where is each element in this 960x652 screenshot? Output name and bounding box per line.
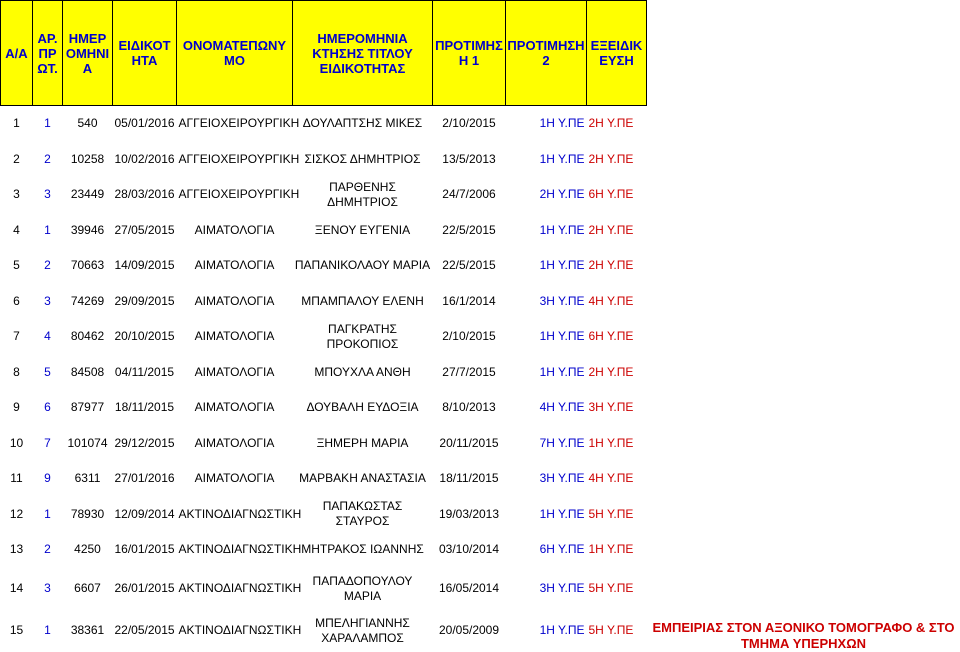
row-specialty: ΑΙΜΑΤΟΛΟΓΙΑ [177, 319, 293, 355]
header-title-date: ΗΜΕΡΟΜΗΝΙΑ ΚΤΗΣΗΣ ΤΙΤΛΟΥ ΕΙΔΙΚΟΤΗΤΑΣ [293, 1, 433, 106]
row-protocol: 39946 [63, 213, 113, 249]
row-name: ΜΠΕΛΗΓΙΑΝΝΗΣ ΧΑΡΑΛΑΜΠΟΣ [293, 610, 433, 652]
table-row [1, 497, 960, 533]
row-date: 29/12/2015 [113, 426, 177, 462]
row-title-date: 24/7/2006 [433, 177, 506, 213]
header-pref1: ΠΡΟΤΙΜΗΣΗ 1 [433, 1, 506, 106]
row-count: 2 [33, 142, 63, 178]
row-protocol: 10258 [63, 142, 113, 178]
row-count: 1 [33, 610, 63, 652]
row-specialty: ΑΙΜΑΤΟΛΟΓΙΑ [177, 355, 293, 391]
header-date: ΗΜΕΡΟΜΗΝΙΑ [63, 1, 113, 106]
table-row [1, 142, 960, 178]
row-protocol: 74269 [63, 284, 113, 320]
row-specialty: ΑΙΜΑΤΟΛΟΓΙΑ [177, 426, 293, 462]
row-subspec [647, 177, 960, 213]
header-pref2: ΠΡΟΤΙΜΗΣΗ 2 [506, 1, 587, 106]
row-title-date: 20/05/2009 [433, 610, 506, 652]
table-row [1, 106, 960, 142]
row-aa: 12 [1, 497, 33, 533]
row-pref1: 1Η Υ.ΠΕ [506, 355, 587, 391]
row-date: 27/01/2016 [113, 461, 177, 497]
row-count: 3 [33, 568, 63, 610]
row-protocol: 87977 [63, 390, 113, 426]
row-date: 12/09/2014 [113, 497, 177, 533]
row-title-date: 13/5/2013 [433, 142, 506, 178]
table-row [1, 248, 960, 284]
row-title-date: 22/5/2015 [433, 248, 506, 284]
row-subspec [647, 426, 960, 462]
row-protocol: 101074 [63, 426, 113, 462]
row-specialty: ΑΓΓΕΙΟΧΕΙΡΟΥΡΓΙΚΗ [177, 142, 293, 178]
row-protocol: 80462 [63, 319, 113, 355]
row-pref2: 2Η Υ.ΠΕ [587, 213, 647, 249]
row-pref1: 1Η Υ.ΠΕ [506, 213, 587, 249]
row-name: ΜΗΤΡΑΚΟΣ ΙΩΑΝΝΗΣ [293, 532, 433, 568]
row-protocol: 23449 [63, 177, 113, 213]
row-pref2: 1Η Υ.ΠΕ [587, 532, 647, 568]
row-protocol: 4250 [63, 532, 113, 568]
row-pref2: 2Η Υ.ΠΕ [587, 142, 647, 178]
row-count: 7 [33, 426, 63, 462]
row-pref2: 2Η Υ.ΠΕ [587, 106, 647, 142]
row-subspec [647, 106, 960, 142]
row-aa: 11 [1, 461, 33, 497]
row-title-date: 8/10/2013 [433, 390, 506, 426]
row-subspec [647, 568, 960, 610]
table-row [1, 610, 960, 652]
row-pref1: 3Η Υ.ΠΕ [506, 284, 587, 320]
row-subspec [647, 248, 960, 284]
row-pref2: 3Η Υ.ΠΕ [587, 390, 647, 426]
row-subspec [647, 319, 960, 355]
row-title-date: 16/1/2014 [433, 284, 506, 320]
row-date: 16/01/2015 [113, 532, 177, 568]
row-specialty: ΑΙΜΑΤΟΛΟΓΙΑ [177, 390, 293, 426]
row-date: 28/03/2016 [113, 177, 177, 213]
row-pref2: 2Η Υ.ΠΕ [587, 355, 647, 391]
row-pref2: 5Η Υ.ΠΕ [587, 610, 647, 652]
row-pref1: 1Η Υ.ΠΕ [506, 106, 587, 142]
row-pref2: 1Η Υ.ΠΕ [587, 426, 647, 462]
row-specialty: ΑΚΤΙΝΟΔΙΑΓΝΩΣΤΙΚΗ [177, 610, 293, 652]
row-aa: 7 [1, 319, 33, 355]
row-name: ΞΗΜΕΡΗ ΜΑΡΙΑ [293, 426, 433, 462]
header-specialty: ΕΙΔΙΚΟΤΗΤΑ [113, 1, 177, 106]
row-count: 6 [33, 390, 63, 426]
row-subspec [647, 284, 960, 320]
table-row [1, 532, 960, 568]
row-specialty: ΑΚΤΙΝΟΔΙΑΓΝΩΣΤΙΚΗ [177, 532, 293, 568]
row-date: 14/09/2015 [113, 248, 177, 284]
row-protocol: 70663 [63, 248, 113, 284]
row-protocol: 6311 [63, 461, 113, 497]
row-date: 10/02/2016 [113, 142, 177, 178]
row-specialty: ΑΓΓΕΙΟΧΕΙΡΟΥΡΓΙΚΗ [177, 177, 293, 213]
row-count: 5 [33, 355, 63, 391]
row-specialty: ΑΙΜΑΤΟΛΟΓΙΑ [177, 248, 293, 284]
table-row [1, 390, 960, 426]
row-name: ΞΕΝΟΥ ΕΥΓΕΝΙΑ [293, 213, 433, 249]
table-row [1, 284, 960, 320]
row-date: 05/01/2016 [113, 106, 177, 142]
row-count: 9 [33, 461, 63, 497]
row-pref1: 1Η Υ.ΠΕ [506, 610, 587, 652]
table-row [1, 568, 960, 610]
row-aa: 1 [1, 106, 33, 142]
table-row [1, 461, 960, 497]
row-aa: 8 [1, 355, 33, 391]
row-title-date: 27/7/2015 [433, 355, 506, 391]
row-specialty: ΑΙΜΑΤΟΛΟΓΙΑ [177, 213, 293, 249]
row-aa: 10 [1, 426, 33, 462]
row-pref2: 2Η Υ.ΠΕ [587, 248, 647, 284]
table-row [1, 355, 960, 391]
row-name: ΜΠΟΥΧΛΑ ΑΝΘΗ [293, 355, 433, 391]
row-name: ΠΑΠΑΝΙΚΟΛΑΟΥ ΜΑΡΙΑ [293, 248, 433, 284]
row-name: ΠΑΠΑΚΩΣΤΑΣ ΣΤΑΥΡΟΣ [293, 497, 433, 533]
row-protocol: 78930 [63, 497, 113, 533]
header-row [1, 1, 960, 106]
row-date: 20/10/2015 [113, 319, 177, 355]
row-pref2: 6Η Υ.ΠΕ [587, 319, 647, 355]
header-name: ΟΝΟΜΑΤΕΠΩΝΥΜΟ [177, 1, 293, 106]
row-pref1: 7Η Υ.ΠΕ [506, 426, 587, 462]
row-aa: 6 [1, 284, 33, 320]
row-pref1: 1Η Υ.ΠΕ [506, 142, 587, 178]
row-protocol: 38361 [63, 610, 113, 652]
row-pref1: 3Η Υ.ΠΕ [506, 461, 587, 497]
row-specialty: ΑΚΤΙΝΟΔΙΑΓΝΩΣΤΙΚΗ [177, 497, 293, 533]
row-pref1: 1Η Υ.ΠΕ [506, 497, 587, 533]
row-count: 3 [33, 177, 63, 213]
row-date: 26/01/2015 [113, 568, 177, 610]
row-subspec [647, 355, 960, 391]
table-row [1, 426, 960, 462]
row-name: ΜΑΡΒΑΚΗ ΑΝΑΣΤΑΣΙΑ [293, 461, 433, 497]
row-aa: 15 [1, 610, 33, 652]
row-title-date: 19/03/2013 [433, 497, 506, 533]
row-date: 04/11/2015 [113, 355, 177, 391]
row-title-date: 22/5/2015 [433, 213, 506, 249]
row-name: ΠΑΡΘΕΝΗΣ ΔΗΜΗΤΡΙΟΣ [293, 177, 433, 213]
row-pref2: 4Η Υ.ΠΕ [587, 284, 647, 320]
row-count: 1 [33, 213, 63, 249]
row-title-date: 03/10/2014 [433, 532, 506, 568]
row-date: 18/11/2015 [113, 390, 177, 426]
row-pref1: 1Η Υ.ΠΕ [506, 248, 587, 284]
row-specialty: ΑΓΓΕΙΟΧΕΙΡΟΥΡΓΙΚΗ [177, 106, 293, 142]
row-title-date: 18/11/2015 [433, 461, 506, 497]
row-protocol: 6607 [63, 568, 113, 610]
row-aa: 14 [1, 568, 33, 610]
row-date: 27/05/2015 [113, 213, 177, 249]
row-aa: 4 [1, 213, 33, 249]
row-aa: 13 [1, 532, 33, 568]
row-name: ΜΠΑΜΠΑΛΟΥ ΕΛΕΝΗ [293, 284, 433, 320]
row-title-date: 2/10/2015 [433, 319, 506, 355]
row-specialty: ΑΙΜΑΤΟΛΟΓΙΑ [177, 284, 293, 320]
row-name: ΔΟΥΒΑΛΗ ΕΥΔΟΞΙΑ [293, 390, 433, 426]
row-aa: 5 [1, 248, 33, 284]
table-row [1, 319, 960, 355]
row-aa: 3 [1, 177, 33, 213]
row-pref2: 5Η Υ.ΠΕ [587, 568, 647, 610]
row-title-date: 2/10/2015 [433, 106, 506, 142]
row-count: 2 [33, 532, 63, 568]
header-subspec: ΕΞΕΙΔΙΚΕΥΣΗ [587, 1, 647, 106]
header-aa: Α/Α [1, 1, 33, 106]
row-count: 1 [33, 106, 63, 142]
row-title-date: 16/05/2014 [433, 568, 506, 610]
row-subspec [647, 390, 960, 426]
header-protocol: ΑΡ.ΠΡΩΤ. [33, 1, 63, 106]
table-row [1, 177, 960, 213]
row-subspec [647, 461, 960, 497]
row-subspec [647, 497, 960, 533]
row-protocol: 540 [63, 106, 113, 142]
row-date: 22/05/2015 [113, 610, 177, 652]
row-specialty: ΑΚΤΙΝΟΔΙΑΓΝΩΣΤΙΚΗ [177, 568, 293, 610]
row-title-date: 20/11/2015 [433, 426, 506, 462]
row-count: 1 [33, 497, 63, 533]
row-aa: 2 [1, 142, 33, 178]
row-pref2: 4Η Υ.ΠΕ [587, 461, 647, 497]
row-count: 3 [33, 284, 63, 320]
row-pref1: 4Η Υ.ΠΕ [506, 390, 587, 426]
row-subspec [647, 213, 960, 249]
row-subspec [647, 532, 960, 568]
row-pref1: 2Η Υ.ΠΕ [506, 177, 587, 213]
table-row [1, 213, 960, 249]
row-specialty: ΑΙΜΑΤΟΛΟΓΙΑ [177, 461, 293, 497]
row-count: 4 [33, 319, 63, 355]
row-pref1: 1Η Υ.ΠΕ [506, 319, 587, 355]
row-pref2: 6Η Υ.ΠΕ [587, 177, 647, 213]
row-protocol: 84508 [63, 355, 113, 391]
row-date: 29/09/2015 [113, 284, 177, 320]
row-count: 2 [33, 248, 63, 284]
row-pref1: 6Η Υ.ΠΕ [506, 532, 587, 568]
row-subspec: ΕΜΠΕΙΡΙΑΣ ΣΤΟΝ ΑΞΟΝΙΚΟ ΤΟΜΟΓΡΑΦΟ & ΣΤΟ ΤΜΗΜΑ ΥΠΕΡΗΧΩΝ [647, 610, 960, 652]
row-pref1: 3Η Υ.ΠΕ [506, 568, 587, 610]
row-pref2: 5Η Υ.ΠΕ [587, 497, 647, 533]
row-name: ΣΙΣΚΟΣ ΔΗΜΗΤΡΙΟΣ [293, 142, 433, 178]
row-name: ΠΑΓΚΡΑΤΗΣ ΠΡΟΚΟΠΙΟΣ [293, 319, 433, 355]
row-name: ΠΑΠΑΔΟΠΟΥΛΟΥ ΜΑΡΙΑ [293, 568, 433, 610]
row-subspec [647, 142, 960, 178]
row-aa: 9 [1, 390, 33, 426]
row-name: ΔΟΥΛΑΠΤΣΗΣ ΜΙΚΕΣ [293, 106, 433, 142]
